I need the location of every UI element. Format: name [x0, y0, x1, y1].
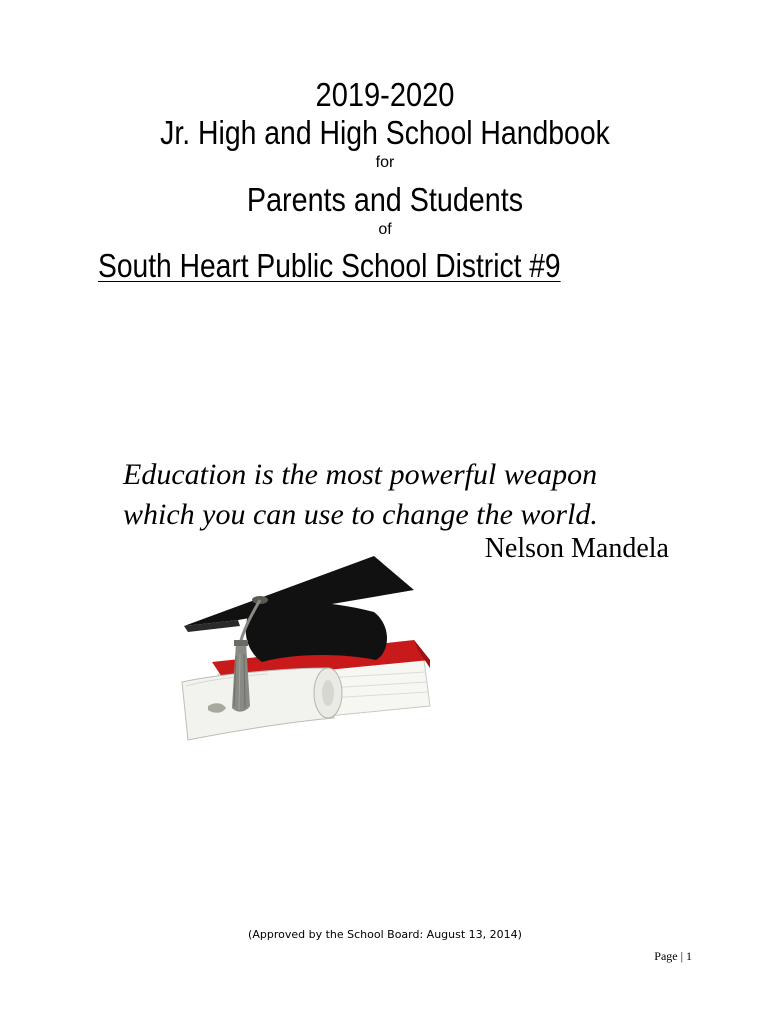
- handbook-title: Jr. High and High School Handbook: [160, 114, 610, 151]
- quote-line-2: which you can use to change the world.: [123, 498, 598, 531]
- quote-line-1: Education is the most powerful weapon: [123, 458, 598, 491]
- connector-for: for: [375, 154, 395, 171]
- approval-note: (Approved by the School Board: August 13, 2014): [248, 928, 522, 941]
- handbook-year: 2019-2020: [315, 76, 455, 113]
- graduation-cap-diploma-book-icon: [178, 556, 434, 742]
- handbook-audience: Parents and Students: [246, 181, 524, 218]
- page-number: Page | 1: [654, 949, 692, 963]
- district-name: South Heart Public School District #9: [98, 247, 561, 284]
- quote-author: Nelson Mandela: [484, 533, 669, 564]
- connector-of: of: [378, 221, 392, 238]
